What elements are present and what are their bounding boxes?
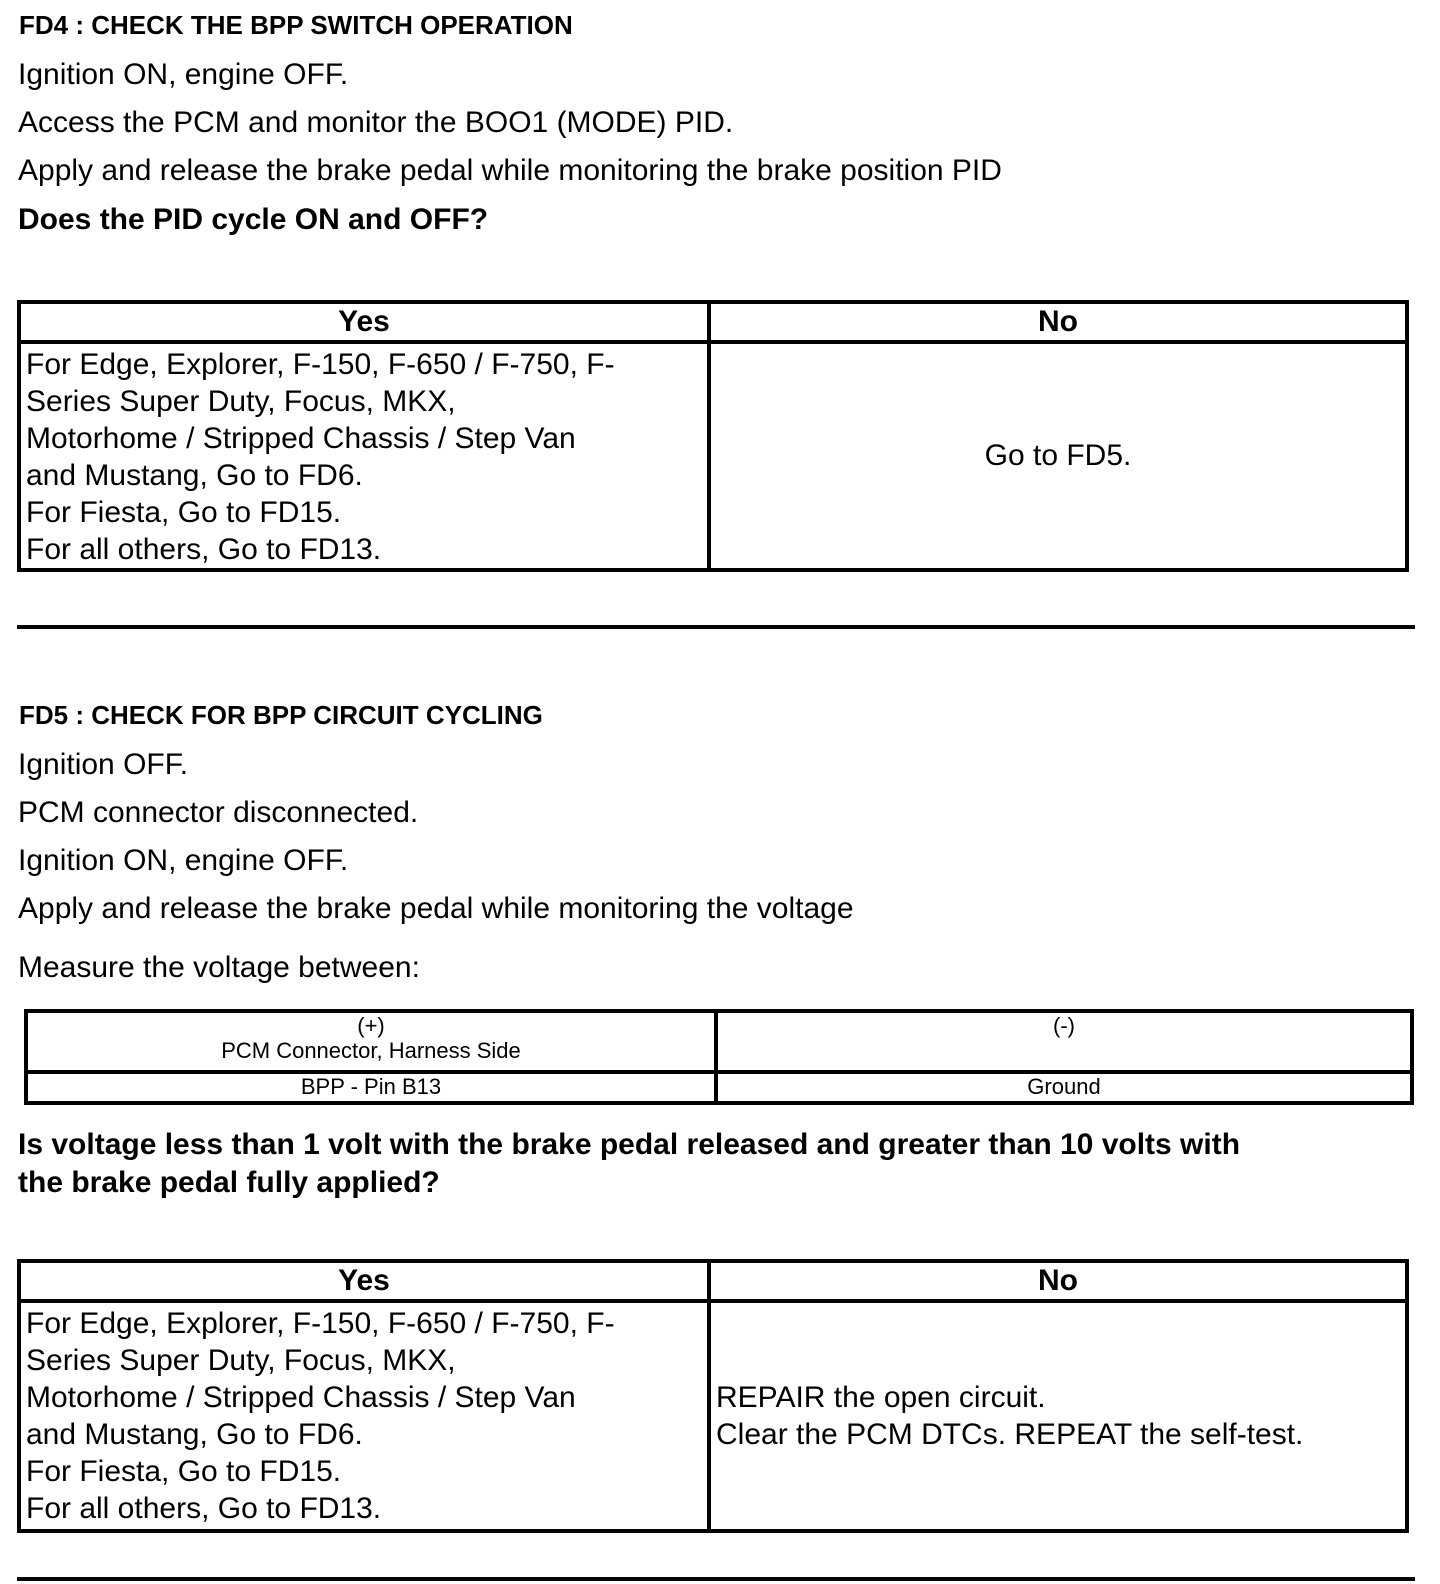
fd5-yes-line: For Fiesta, Go to FD15. bbox=[26, 1455, 342, 1488]
fd4-heading: FD4 : CHECK THE BPP SWITCH OPERATION bbox=[19, 10, 573, 40]
fd5-minus-value: Ground bbox=[716, 1072, 1412, 1103]
fd4-yes-line: For Fiesta, Go to FD15. bbox=[26, 496, 342, 529]
fd5-question-line-2: the brake pedal fully applied? bbox=[18, 1166, 440, 1199]
fd5-plus-sub: PCM Connector, Harness Side bbox=[221, 1038, 521, 1063]
fd5-yes-line: For Edge, Explorer, F-150, F-650 / F-750, F- bbox=[26, 1307, 615, 1340]
fd5-plus-value: BPP - Pin B13 bbox=[26, 1072, 716, 1103]
fd5-result-table bbox=[17, 1259, 1409, 1533]
fd4-yes-header: Yes bbox=[19, 302, 709, 342]
fd5-step-3: Ignition ON, engine OFF. bbox=[18, 844, 349, 877]
fd5-yes-cell bbox=[19, 1301, 709, 1531]
fd4-result-table bbox=[17, 300, 1409, 572]
fd5-step-2: PCM connector disconnected. bbox=[18, 796, 419, 829]
fd4-step-3: Apply and release the brake pedal while monitoring the brake position PID bbox=[18, 154, 1002, 187]
fd5-no-cell bbox=[709, 1301, 1407, 1531]
fd5-yes-line: and Mustang, Go to FD6. bbox=[26, 1418, 363, 1451]
fd4-step-1: Ignition ON, engine OFF. bbox=[18, 58, 349, 91]
fd4-yes-line: and Mustang, Go to FD6. bbox=[26, 459, 363, 492]
fd5-step-4: Apply and release the brake pedal while monitoring the voltage bbox=[18, 892, 854, 925]
fd4-yes-cell bbox=[19, 342, 709, 570]
fd5-plus-header-cell bbox=[26, 1011, 716, 1072]
fd4-no-header: No bbox=[709, 302, 1407, 342]
fd5-minus-header: (-) bbox=[1053, 1013, 1075, 1038]
fd4-yes-line: Series Super Duty, Focus, MKX, bbox=[26, 385, 456, 418]
fd5-measure-intro: Measure the voltage between: bbox=[18, 951, 420, 984]
fd5-yes-header: Yes bbox=[19, 1261, 709, 1301]
section-divider bbox=[17, 1577, 1415, 1581]
fd5-question-line-1: Is voltage less than 1 volt with the brake pedal released and greater than 10 volts with bbox=[18, 1128, 1241, 1161]
fd4-yes-line: For Edge, Explorer, F-150, F-650 / F-750, F- bbox=[26, 348, 615, 381]
fd4-yes-line: Motorhome / Stripped Chassis / Step Van bbox=[26, 422, 576, 455]
fd5-no-line: REPAIR the open circuit. bbox=[716, 1381, 1046, 1414]
fd5-heading: FD5 : CHECK FOR BPP CIRCUIT CYCLING bbox=[19, 700, 543, 730]
fd4-no-cell bbox=[709, 342, 1407, 570]
fd4-question: Does the PID cycle ON and OFF? bbox=[18, 203, 489, 236]
fd4-yes-line: For all others, Go to FD13. bbox=[26, 533, 382, 566]
fd5-no-line: Clear the PCM DTCs. REPEAT the self-test. bbox=[716, 1418, 1304, 1451]
fd5-minus-header-cell bbox=[716, 1011, 1412, 1072]
fd5-no-header: No bbox=[709, 1261, 1407, 1301]
fd5-plus-header: (+) bbox=[357, 1013, 385, 1038]
fd5-yes-line: Motorhome / Stripped Chassis / Step Van bbox=[26, 1381, 576, 1414]
fd5-step-1: Ignition OFF. bbox=[18, 748, 189, 781]
section-divider bbox=[17, 625, 1415, 629]
fd5-yes-line: For all others, Go to FD13. bbox=[26, 1492, 382, 1525]
fd5-yes-line: Series Super Duty, Focus, MKX, bbox=[26, 1344, 456, 1377]
fd4-no-text: Go to FD5. bbox=[984, 439, 1132, 472]
fd4-step-2: Access the PCM and monitor the BOO1 (MODE) PID. bbox=[18, 106, 734, 139]
fd5-measure-table bbox=[24, 1009, 1414, 1105]
